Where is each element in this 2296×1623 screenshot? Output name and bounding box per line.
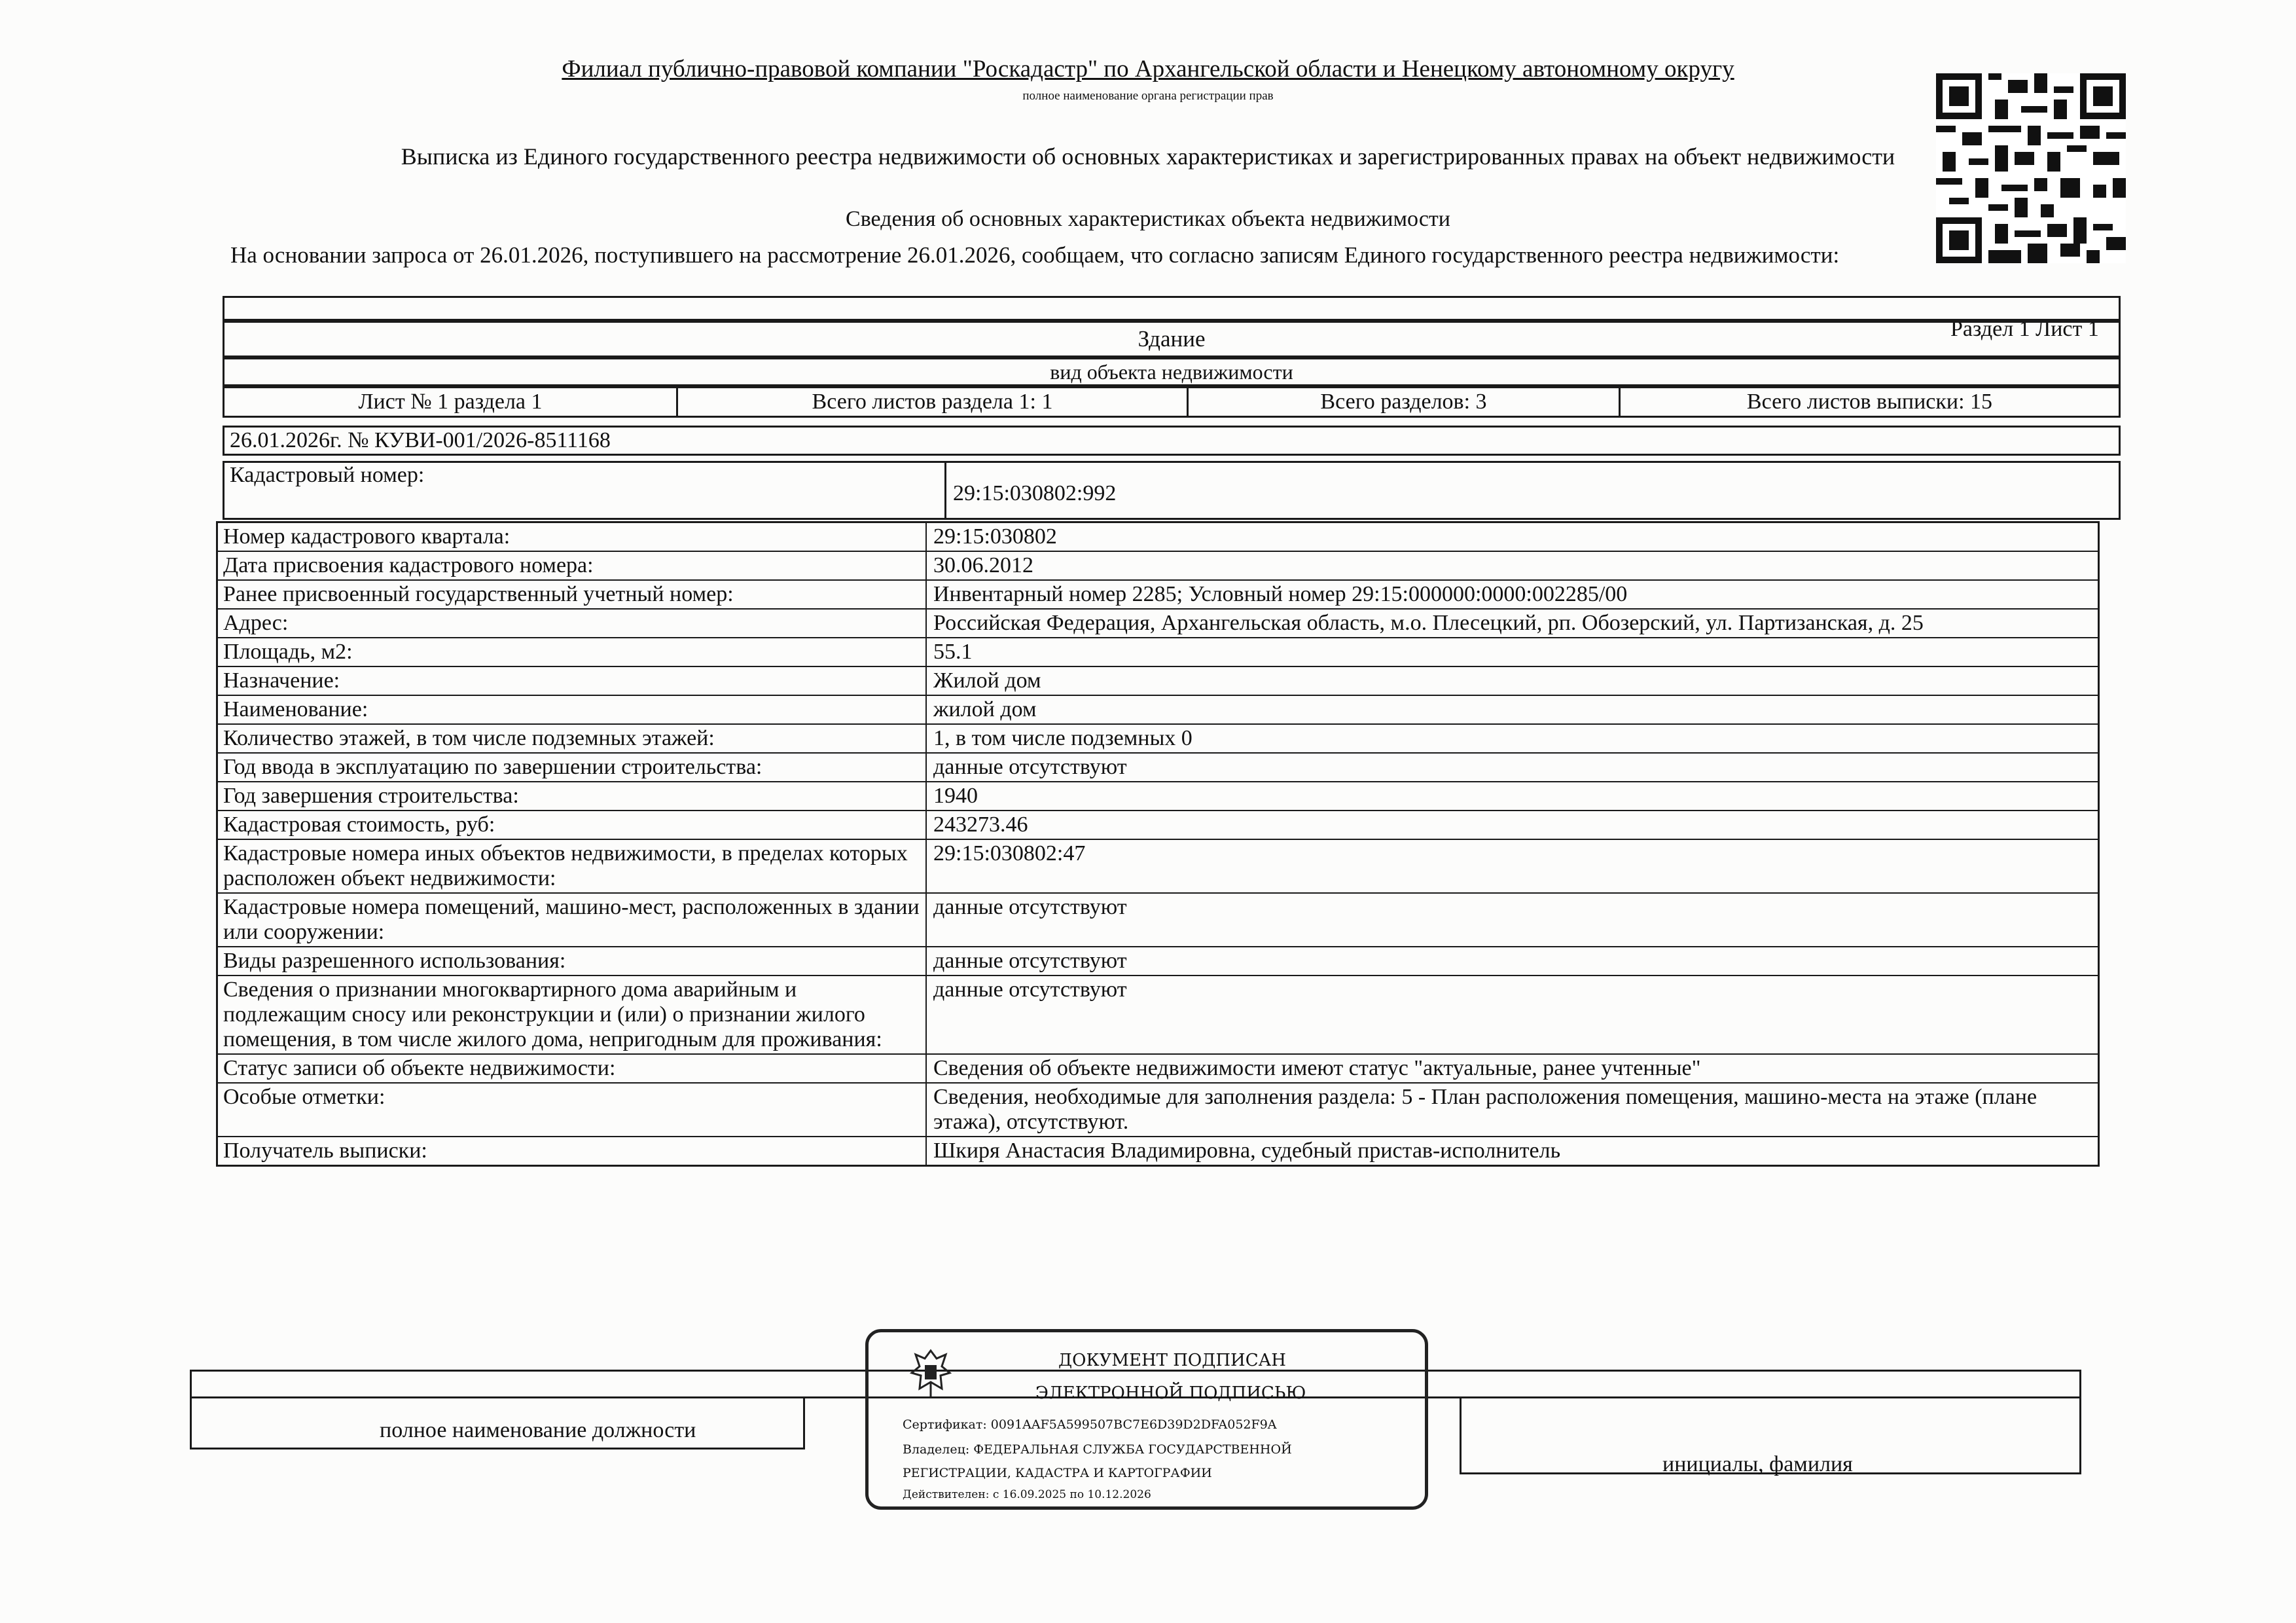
field-value: Шкиря Анастасия Владимировна, судебный пристав-исполнитель [933,1139,1561,1163]
table-row [218,811,2098,840]
field-value: 55.1 [933,640,973,664]
field-value: данные отсутствуют [933,977,1127,1002]
field-value: 29:15:030802 [933,524,1057,549]
document-title: Выписка из Единого государственного реестра недвижимости об основных характеристиках и зарегистрированных правах на объект недвижимости [401,143,1895,170]
stamp-owner-line-2: РЕГИСТРАЦИИ, КАДАСТРА И КАРТОГРАФИИ [903,1466,1212,1480]
field-label: Кадастровые номера помещений, машино-мест, расположенных в здании или сооружении: [218,894,927,946]
field-label: Наименование: [218,696,927,723]
field-value: Сведения, необходимые для заполнения раздела: 5 - План расположения помещения, машино-места на этаже (плане этажа), отсутствуют. [933,1085,2037,1134]
table-row [218,552,2098,581]
object-type-row [223,321,2121,357]
field-label: Статус записи об объекте недвижимости: [218,1055,927,1082]
section-sheet-label: Раздел 1 Лист 1 [1950,317,2099,341]
table-row [218,638,2098,667]
organization-name: Филиал публично-правовой компании "Роскадастр" по Архангельской области и Ненецкому автономному округу [562,56,1734,82]
cadastral-number-value: 29:15:030802:992 [944,463,2119,518]
table-row [218,840,2098,894]
field-value: 29:15:030802:47 [933,841,1086,866]
field-label: Кадастровая стоимость, руб: [218,811,927,839]
stamp-line-1: ДОКУМЕНТ ПОДПИСАН [1058,1351,1286,1370]
table-row [218,725,2098,754]
header-top-bar [223,296,2121,321]
field-value: 30.06.2012 [933,553,1033,577]
table-row [218,976,2098,1055]
field-value: жилой дом [933,697,1037,721]
table-row [218,947,2098,976]
qr-code [1936,73,2126,263]
request-number-row [223,426,2121,456]
field-label: Адрес: [218,610,927,637]
object-type-caption-row [223,357,2121,386]
table-row [218,782,2098,811]
field-label: Ранее присвоенный государственный учетный номер: [218,581,927,608]
electronic-signature-stamp [865,1329,1428,1510]
field-label: Особые отметки: [218,1084,927,1136]
characteristics-table [216,521,2100,1167]
request-date-number: 26.01.2026г. № КУВИ-001/2026-8511168 [230,428,611,452]
sheet-of-section: Лист № 1 раздела 1 [358,390,543,414]
table-row [218,581,2098,610]
table-row [218,1137,2098,1165]
table-row [218,894,2098,947]
field-value: данные отсутствуют [933,755,1127,779]
field-value: Российская Федерация, Архангельская область, м.о. Плесецкий, рп. Обозерский, ул. Партизанская, д. 25 [933,611,1924,635]
field-value: 1, в том числе подземных 0 [933,726,1193,750]
field-label: Сведения о признании многоквартирного дома аварийным и подлежащим сносу или реконструкции и (или) о признании жилого помещения, в том числе жилого дома, непригодным для проживания: [218,976,927,1053]
object-type-caption: вид объекта недвижимости [1050,359,1293,384]
cadastral-number-row [223,461,2121,520]
total-sheets-section: Всего листов раздела 1: 1 [676,388,1187,416]
table-row [218,523,2098,552]
eagle-emblem-icon [908,1347,954,1399]
table-row [218,1055,2098,1084]
table-row [218,754,2098,782]
table-row [218,610,2098,638]
field-value: данные отсутствуют [933,949,1127,973]
field-label: Виды разрешенного использования: [218,947,927,975]
field-value: Сведения об объекте недвижимости имеют статус "актуальные, ранее учтенные" [933,1056,1701,1080]
name-caption: инициалы, фамилия [1662,1452,1853,1476]
table-row [218,696,2098,725]
sheet-info-row [223,386,2121,418]
table-row [218,667,2098,696]
field-label: Назначение: [218,667,927,695]
field-label: Дата присвоения кадастрового номера: [218,552,927,579]
section-subtitle: Сведения об основных характеристиках объекта недвижимости [846,207,1450,231]
field-label: Получатель выписки: [218,1137,927,1165]
field-value: Жилой дом [933,668,1041,693]
table-row [218,1084,2098,1137]
position-caption: полное наименование должности [380,1418,696,1442]
object-type: Здание [1138,326,1206,352]
cadastral-number-label: Кадастровый номер: [230,463,425,487]
field-label: Кадастровые номера иных объектов недвижимости, в пределах которых расположен объект недвижимости: [218,840,927,892]
stamp-line-2: ЭЛЕКТРОННОЙ ПОДПИСЬЮ [1035,1383,1306,1403]
field-label: Год завершения строительства: [218,782,927,810]
stamp-certificate: Сертификат: 0091AAF5A599507BC7E6D39D2DFA052F9A [903,1417,1277,1432]
field-label: Номер кадастрового квартала: [218,523,927,551]
field-label: Количество этажей, в том числе подземных этажей: [218,725,927,752]
field-value: 1940 [933,784,978,808]
stamp-valid-dates: Действителен: с 16.09.2025 по 10.12.2026 [903,1488,1151,1501]
field-value: данные отсутствуют [933,895,1127,919]
total-sections: Всего разделов: 3 [1187,388,1619,416]
organization-caption: полное наименование органа регистрации прав [1022,89,1274,103]
field-value: 243273.46 [933,812,1028,837]
total-sheets: Всего листов выписки: 15 [1619,388,2119,416]
intro-text: На основании запроса от 26.01.2026, поступившего на рассмотрение 26.01.2026, сообщаем, что согласно записям Единого государственного реестра недвижимости: [230,242,1840,268]
field-label: Площадь, м2: [218,638,927,666]
stamp-owner-line-1: Владелец: ФЕДЕРАЛЬНАЯ СЛУЖБА ГОСУДАРСТВЕННОЙ [903,1442,1292,1457]
field-label: Год ввода в эксплуатацию по завершении строительства: [218,754,927,781]
field-value: Инвентарный номер 2285; Условный номер 29:15:000000:0000:002285/00 [933,582,1628,606]
